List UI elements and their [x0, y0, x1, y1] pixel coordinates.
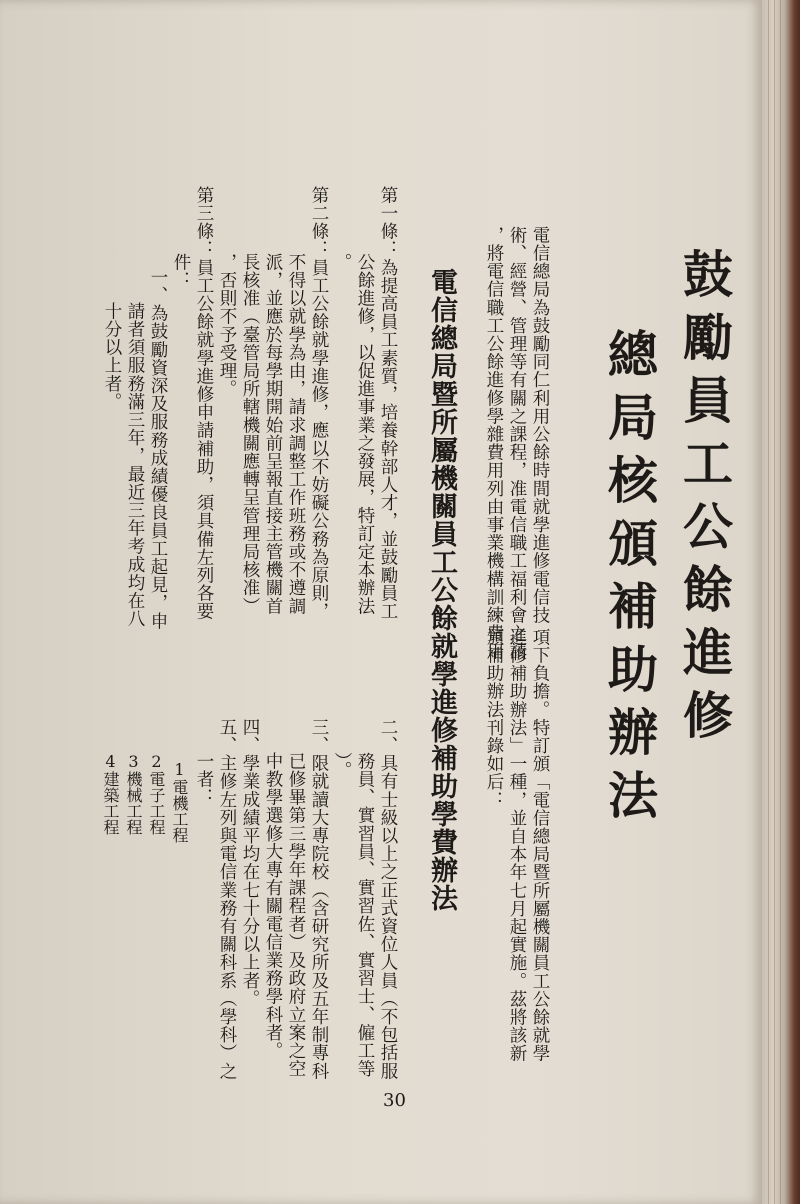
intro-line-4: 項下負擔。特訂頒「電信總局暨所屬機關員工公餘就學: [530, 628, 550, 1063]
article-3-item-1-line-3: 十分以上者。: [102, 302, 122, 411]
article-2-line-1: 第二條：員工公餘就學進修，應以不妨礙公務為原則，: [309, 186, 329, 621]
intro-line-3: ，將電信職工公餘進修學雜費用列由事業機構訓練費用: [484, 226, 504, 661]
article-2-line-4: 長核准（臺管局所轄機關應轉呈管理局核准）: [240, 253, 260, 615]
article-3-line-1: 第三條：員工公餘就學進修申請補助，須具備左列各要: [194, 186, 214, 621]
condition-5-line-1: 五、主修左列與電信業務有關科系（學科）之: [217, 718, 237, 1080]
regulation-title: 電信總局暨所屬機關員工公餘就學進修補助學費辦法: [426, 268, 457, 912]
condition-5-line-2: 一者：: [194, 752, 214, 807]
subject-electronic-engineering: 2電子工程: [147, 752, 166, 835]
article-1-line-1: 第一條：為提高員工素質，培養幹部人才，並鼓勵員工: [378, 186, 398, 621]
page-stack-edge: [762, 0, 800, 1204]
subject-architectural-engineering: 4建築工程: [101, 752, 120, 835]
article-2-line-5: ，否則不予受理。: [217, 253, 237, 398]
article-2-line-2: 不得以就學為由，請求調整工作班務或不遵調: [286, 253, 306, 615]
article-1-line-2: 公餘進修，以促進事業之發展，特訂定本辦法: [355, 253, 375, 615]
condition-3-line-1: 三、限就讀大專院校（含研究所及五年制專科: [309, 718, 329, 1080]
intro-line-6: 頒補助辦法刊錄如后：: [484, 628, 504, 809]
article-3-line-2: 件：: [171, 253, 191, 290]
article-3-item-1-line-1: 一、為鼓勵資深及服務成績優良員工起見，申: [148, 268, 168, 630]
intro-line-5: 進修補助辦法」一種，並自本年七月起實施。茲將該新: [507, 628, 527, 1063]
condition-3-line-2: 已修畢第三學年課程者）及政府立案之空: [286, 752, 306, 1078]
condition-4: 四、學業成績平均在七十分以上者。: [240, 718, 260, 1008]
intro-line-2: 術、經營、管理等有關之課程，准電信職工福利會之請: [507, 226, 527, 661]
article-1-line-3: 。: [332, 253, 352, 272]
main-title-line-2: 總局核頒補助辦法: [600, 328, 658, 832]
condition-2-line-2: 務員、實習員、實習佐、實習士、僱工等: [355, 752, 375, 1078]
condition-3-line-3: 中教學選修大專有關電信業務學科者。: [263, 752, 283, 1060]
subject-electrical-engineering: 1電機工程: [170, 760, 189, 843]
intro-line-1: 電信總局為鼓勵同仁利用公餘時間就學進修電信技: [530, 226, 550, 625]
subject-mechanical-engineering: 3機械工程: [124, 752, 143, 835]
article-3-item-1-line-2: 請者須服務滿三年，最近三年考成均在八: [125, 302, 145, 628]
main-title-line-1: 鼓勵員工公餘進修: [675, 248, 733, 752]
condition-2-line-1: 二、具有士級以上之正式資位人員（不包括服: [378, 718, 398, 1080]
article-2-line-3: 派，並應於每學期開始前呈報直接主管機關首: [263, 253, 283, 615]
condition-2-line-3: ）。: [332, 752, 352, 780]
page-number: 30: [383, 1090, 406, 1111]
